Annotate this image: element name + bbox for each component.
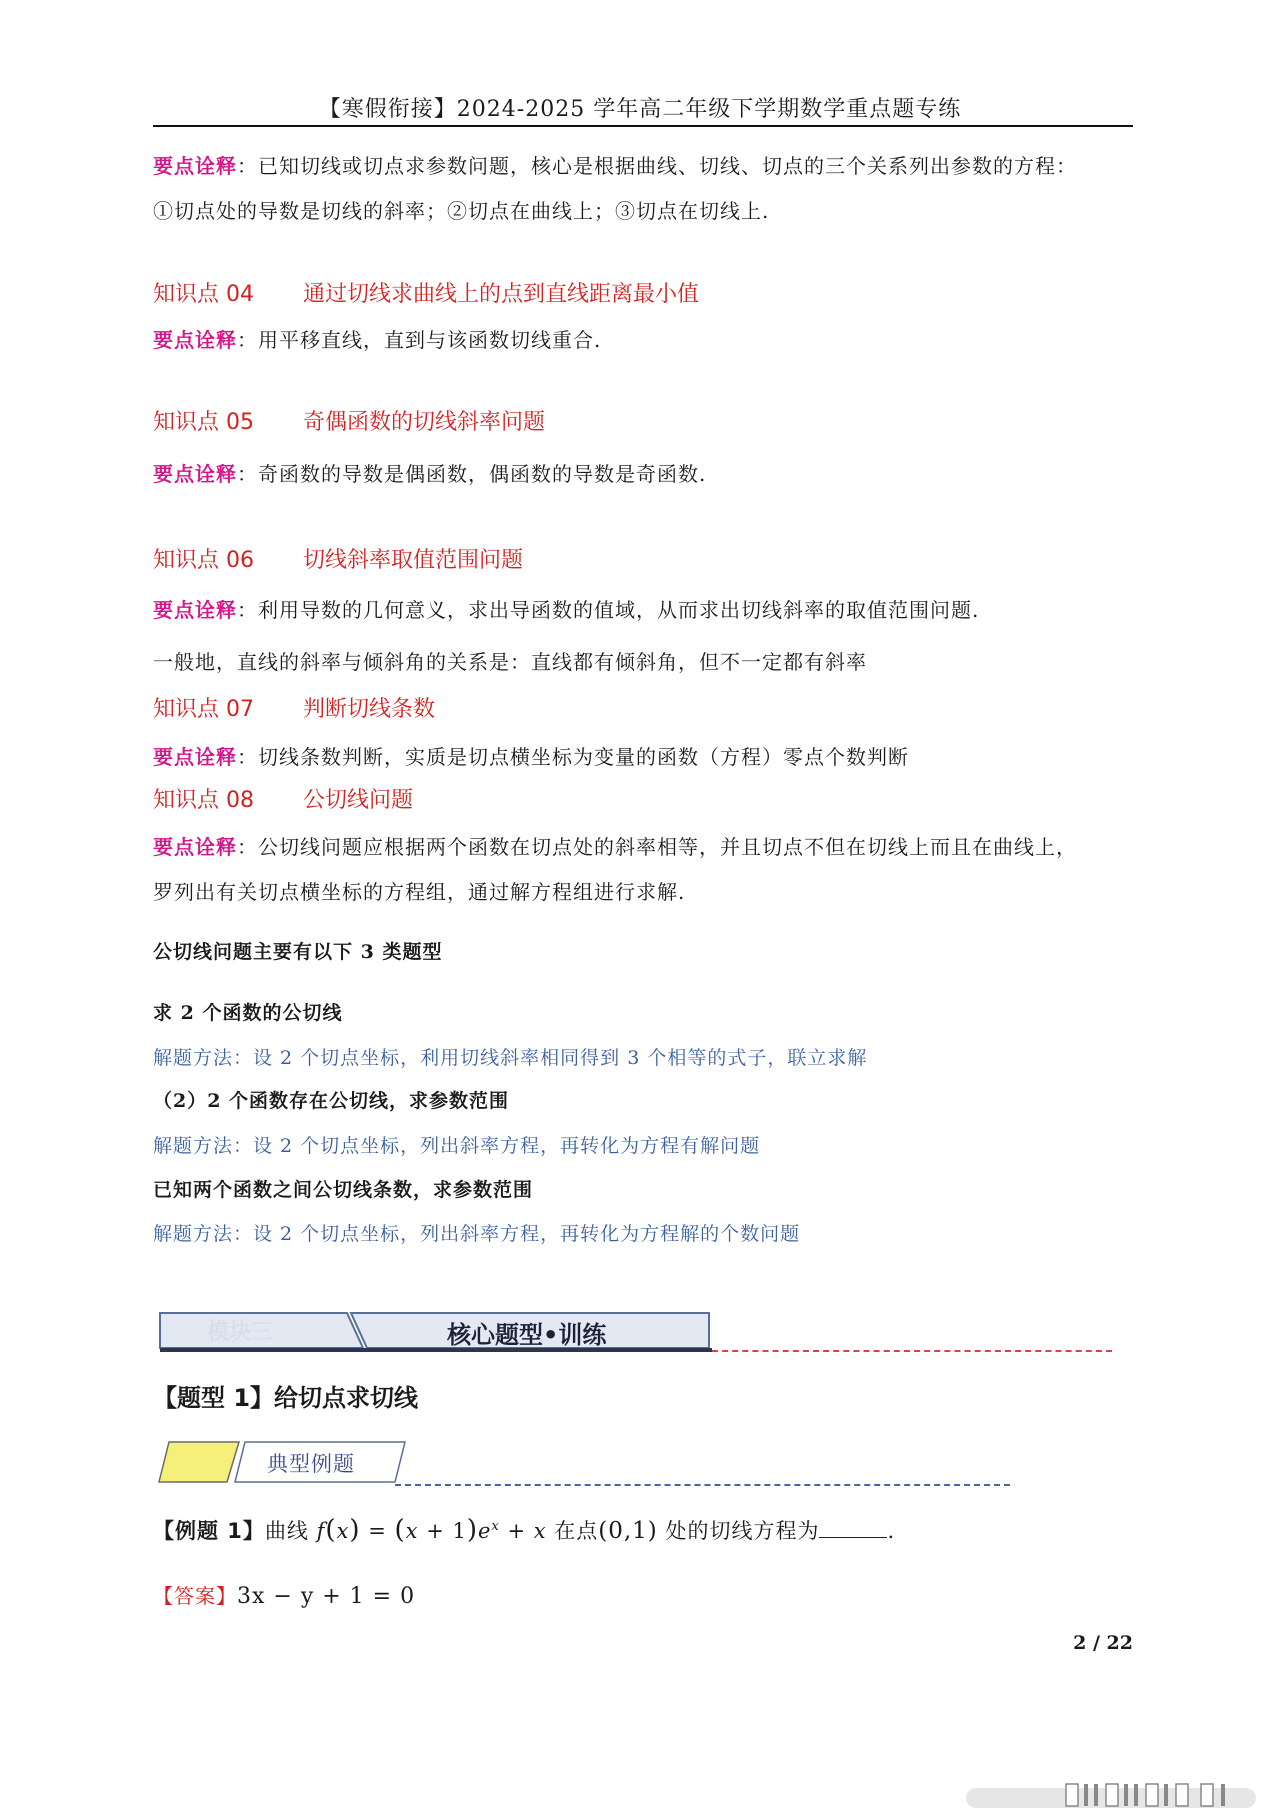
note-key: 要点诠释 — [153, 328, 237, 352]
page-number: 2 / 22 — [1073, 1632, 1133, 1654]
answer — [153, 1580, 415, 1609]
example-1-suffix: 处的切线方程为 — [657, 1519, 820, 1543]
note-text: ：利用导数的几何意义，求出导函数的值域，从而求出切线斜率的取值范围问题. — [237, 598, 980, 622]
knowledge-point-title: 判断切线条数 — [303, 697, 436, 722]
intro-key: 要点诠释 — [153, 154, 237, 178]
knowledge-point-07-heading — [153, 692, 435, 723]
module-banner — [157, 1310, 712, 1348]
knowledge-point-04-heading — [153, 277, 699, 308]
example-1-end: . — [887, 1519, 896, 1543]
knowledge-point-08-heading — [153, 783, 413, 814]
header-divider — [153, 125, 1133, 127]
common-type-3-title: 已知两个函数之间公切线条数，求参数范围 — [153, 1179, 534, 1201]
formula-x: x — [336, 1519, 350, 1543]
example-1: 【例题 1】曲线 $f(x) = (x + 1)e^x + x$ 在点(0,1) 处的切线方程为 . — [153, 1515, 896, 1545]
knowledge-point-number: 知识点 06 — [153, 548, 254, 573]
common-type-2-method: 解题方法：设 2 个切点坐标，列出斜率方程，再转化为方程有解问题 — [153, 1135, 761, 1157]
knowledge-point-title: 切线斜率取值范围问题 — [303, 548, 524, 573]
toolbar-icon — [966, 1780, 1266, 1810]
intro-text-1: ：已知切线或切点求参数问题，核心是根据曲线、切线、切点的三个关系列出参数的方程： — [237, 154, 1077, 178]
knowledge-point-title: 奇偶函数的切线斜率问题 — [303, 410, 546, 435]
intro-line-1 — [153, 150, 1077, 179]
common-type-2-title: （2）2 个函数存在公切线，求参数范围 — [153, 1090, 510, 1112]
formula-exponent: x — [491, 1519, 500, 1534]
formula-plus-one: + 1 — [418, 1519, 467, 1543]
example-1-mid: 在点 — [546, 1519, 599, 1543]
note-key: 要点诠释 — [153, 598, 237, 622]
note-text: ：切线条数判断，实质是切点横坐标为变量的函数（方程）零点个数判断 — [237, 745, 909, 769]
answer-blank — [819, 1519, 887, 1538]
note-text: ：用平移直线，直到与该函数切线重合. — [237, 328, 602, 352]
example-tag-label: 典型例题 — [267, 1452, 355, 1476]
knowledge-point-06-note — [153, 594, 979, 623]
common-type-1-method: 解题方法：设 2 个切点坐标，利用切线斜率相同得到 3 个相等的式子，联立求解 — [153, 1047, 868, 1069]
common-type-1-title: 求 2 个函数的公切线 — [153, 1002, 343, 1024]
answer-formula: 3x − y + 1 = 0 — [237, 1584, 416, 1609]
formula-eq: = — [360, 1519, 395, 1543]
note-text: ：公切线问题应根据两个函数在切点处的斜率相等，并且切点不但在切线上而且在曲线上， — [237, 835, 1077, 859]
formula-f: f — [316, 1519, 326, 1543]
knowledge-point-05-note — [153, 458, 706, 487]
intro-line-2: ①切点处的导数是切线的斜率；②切点在曲线上；③切点在切线上. — [153, 199, 770, 223]
page-header: 【寒假衔接】2024-2025 学年高二年级下学期数学重点题专练 — [318, 97, 962, 122]
formula-e: e — [477, 1519, 492, 1543]
common-tangent-heading: 公切线问题主要有以下 3 类题型 — [153, 941, 443, 963]
formula-x: x — [405, 1519, 419, 1543]
formula-plus-x: + x — [499, 1519, 547, 1543]
example-tag — [157, 1440, 407, 1485]
knowledge-point-number: 知识点 08 — [153, 788, 254, 813]
module-dashed-rule — [712, 1350, 1112, 1352]
module-label: 模块三 — [207, 1320, 274, 1345]
answer-label: 【答案】 — [153, 1584, 237, 1608]
knowledge-point-06-heading — [153, 543, 523, 574]
knowledge-point-04-note — [153, 324, 601, 353]
knowledge-point-08-note-line-2: 罗列出有关切点横坐标的方程组，通过解方程组进行求解. — [153, 880, 686, 904]
knowledge-point-number: 知识点 04 — [153, 282, 254, 307]
knowledge-point-number: 知识点 05 — [153, 410, 254, 435]
example-1-label: 【例题 1】 — [153, 1519, 265, 1543]
knowledge-point-06-extra: 一般地，直线的斜率与倾斜角的关系是：直线都有倾斜角，但不一定都有斜率 — [153, 650, 867, 674]
knowledge-point-number: 知识点 07 — [153, 697, 254, 722]
watermark-toolbar — [966, 1780, 1266, 1810]
common-type-3-method: 解题方法：设 2 个切点坐标，列出斜率方程，再转化为方程解的个数问题 — [153, 1223, 801, 1245]
note-key: 要点诠释 — [153, 835, 237, 859]
formula-point: (0,1) — [598, 1518, 658, 1544]
knowledge-point-05-heading — [153, 405, 545, 436]
type-1-title: 【题型 1】给切点求切线 — [153, 1384, 419, 1412]
note-key: 要点诠释 — [153, 462, 237, 486]
knowledge-point-title: 通过切线求曲线上的点到直线距离最小值 — [303, 282, 700, 307]
note-text: ：奇函数的导数是偶函数，偶函数的导数是奇函数. — [237, 462, 707, 486]
knowledge-point-title: 公切线问题 — [303, 788, 414, 813]
example-dashed-rule — [395, 1484, 1010, 1486]
knowledge-point-08-note — [153, 831, 1077, 860]
knowledge-point-07-note — [153, 741, 909, 770]
example-1-prefix: 曲线 — [264, 1519, 309, 1543]
note-key: 要点诠释 — [153, 745, 237, 769]
module-title: 核心题型•训练 — [447, 1321, 607, 1349]
